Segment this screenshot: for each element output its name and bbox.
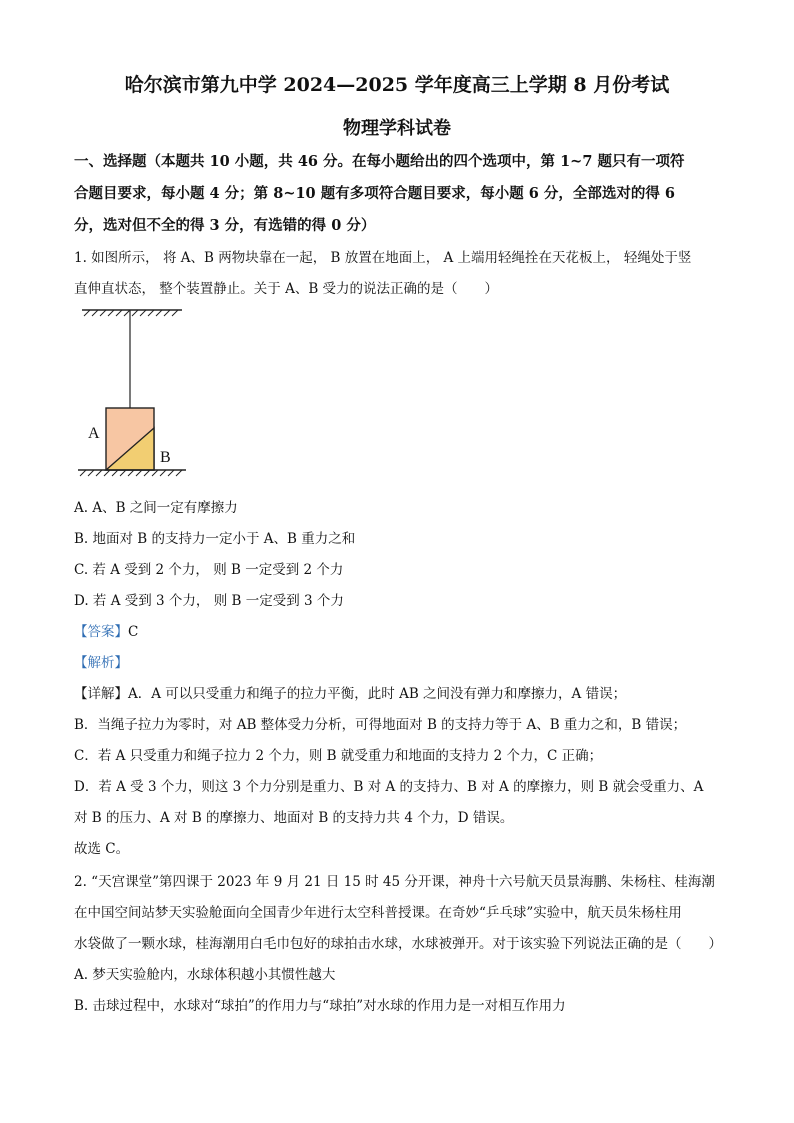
q2-stem-line-3: 水袋做了一颗水球，桂海潮用白毛巾包好的球拍击水球，水球被弹开。对于该实验下列说法正确的是（ ） <box>74 936 722 952</box>
label-a: A <box>88 425 100 442</box>
q1-detail-line-1 <box>74 682 626 702</box>
q1-analysis <box>74 651 128 671</box>
analysis-tag: 【解析】 <box>74 655 128 671</box>
q1-figure <box>76 304 196 480</box>
q1-detail-line-3: C．若 A 只受重力和绳子拉力 2 个力，则 B 就受重力和地面的支持力 2 个力，C 正确； <box>74 748 603 764</box>
answer-tag: 【答案】 <box>74 624 128 640</box>
q1-option-a: A. A、B 之间一定有摩擦力 <box>74 500 238 516</box>
q2-option-b: B. 击球过程中，水球对“球拍”的作用力与“球拍”对水球的作用力是一对相互作用力 <box>74 998 566 1014</box>
q1-option-c: C. 若 A 受到 2 个力， 则 B 一定受到 2 个力 <box>74 562 344 578</box>
q1-stem-line-2: 直伸直状态， 整个装置静止。关于 A、B 受力的说法正确的是（ ） <box>74 281 499 297</box>
q2-stem-line-2: 在中国空间站梦天实验舱面向全国青少年进行太空科普授课。在奇妙“乒乓球”实验中，航天员朱杨柱用 <box>74 905 682 921</box>
q1-detail-line-6: 故选 C。 <box>74 841 130 857</box>
q1-option-b: B. 地面对 B 的支持力一定小于 A、B 重力之和 <box>74 531 356 547</box>
q1-option-d: D. 若 A 受到 3 个力， 则 B 一定受到 3 个力 <box>74 593 344 609</box>
exam-subtitle: 物理学科试卷 <box>343 118 451 139</box>
q2-option-a: A. 梦天实验舱内，水球体积越小其惯性越大 <box>74 967 336 983</box>
q1-answer <box>74 620 138 640</box>
q1-detail-line-5: 对 B 的压力、A 对 B 的摩擦力、地面对 B 的支持力共 4 个力，D 错误。 <box>74 810 514 826</box>
q1-detail-line-2: B．当绳子拉力为零时，对 AB 整体受力分析，可得地面对 B 的支持力等于 A、B 重力之和，B 错误； <box>74 717 687 733</box>
detail-tag: 【详解】 <box>74 686 128 702</box>
label-b: B <box>160 449 171 466</box>
section-instructions-line-3: 分，选对但不全的得 3 分，有选错的得 0 分） <box>74 217 376 234</box>
ground-hatch <box>78 470 186 476</box>
section-instructions-line-2: 合题目要求，每小题 4 分；第 8~10 题有多项符合题目要求，每小题 6 分，全部选对的得 6 <box>74 185 676 202</box>
q2-stem-line-1: 2. “天宫课堂”第四课于 2023 年 9 月 21 日 15 时 45 分开课，神舟十六号航天员景海鹏、朱杨柱、桂海潮 <box>74 874 715 890</box>
ceiling-hatch <box>82 310 182 316</box>
section-instructions-line-1: 一、选择题（本题共 10 小题，共 46 分。在每小题给出的四个选项中，第 1~7 题只有一项符 <box>74 153 685 170</box>
q1-detail-line-4: D．若 A 受 3 个力，则这 3 个力分别是重力、B 对 A 的支持力、B 对 A 的摩擦力，则 B 就会受重力、A <box>74 779 704 795</box>
exam-title: 哈尔滨市第九中学 2024—2025 学年度高三上学期 8 月份考试 <box>124 74 670 96</box>
q1-stem-line-1: 1. 如图所示， 将 A、B 两物块靠在一起， B 放置在地面上， A 上端用轻绳拴在天花板上， 轻绳处于竖 <box>74 250 692 266</box>
answer-value: C <box>128 624 139 640</box>
detail-text: A．A 可以只受重力和绳子的拉力平衡，此时 AB 之间没有弹力和摩擦力，A 错误； <box>128 686 627 702</box>
